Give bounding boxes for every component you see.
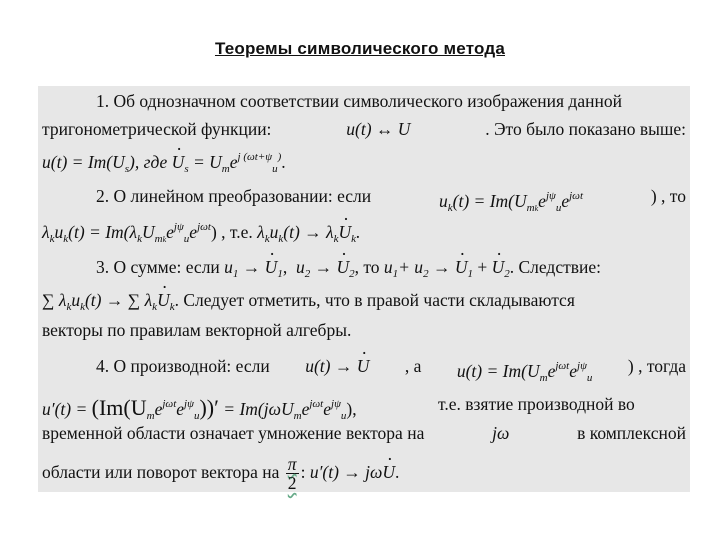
theorem-3-line-3: векторы по правилам векторной алгебры. xyxy=(42,320,352,340)
theorem-4-line-4: области или поворот вектора на $\frac{\pi}{2}$ : u′(t) → jω· U. xyxy=(42,452,399,492)
theorem-3-line-1: 3. О сумме: если $u_1$ → · $U_1$, $u_2$ → · $U_2$, то $u_1+ u_2$ → · $U_1$ + · $U_2$. Следствие: xyxy=(96,256,601,285)
theorem-4-line-2-text: т.е. взятие производной во xyxy=(438,394,635,414)
theorem-1-text: тригонометрической функции: xyxy=(42,119,272,139)
theorem-1-line-2 xyxy=(42,118,686,140)
theorem-4-line-3: временной области означает умножение вектора на jω в комплексной xyxy=(42,423,686,443)
theorem-1-note: . Это было показано выше: xyxy=(485,119,686,139)
theorem-2-line-1: 2. О линейном преобразовании: если $u_k(t) = Im(U_{mk}e^{j\psi}_ue^{j\omega t}$ ) , то xyxy=(96,185,686,220)
theorem-2-formula-1: $u_k(t) = Im(U_{mk}e^{j\psi}_ue^{j\omega t}$ xyxy=(439,190,584,214)
theorem-1-line-1: 1. Об однозначном соответствии символического изображения данной xyxy=(96,91,622,111)
theorem-2-line-2: $\lambda_ku_k(t) = Im(\lambda_kU_{mk}e^{j\psi}_ue^{j\omega t})$ , т.е. $\lambda_ku_k(t) \to \lambda_k\cdot U_k$. xyxy=(42,216,360,251)
page-title: Теоремы символического метода xyxy=(214,39,506,58)
pi-over-2-fraction: $\frac{\pi}{2}$ xyxy=(287,454,297,494)
theorems-panel xyxy=(38,86,690,492)
theorem-1-formula: u(t) ↔ U xyxy=(346,119,411,139)
theorem-4-line-1: 4. О производной: если u(t) → · U , а $u(t) = Im(U_me^{j\omega t}e^{j\psi}_u$ ) , тогда xyxy=(96,355,686,389)
theorem-3-line-2: ∑ $\lambda_ku_k(t)$ → ∑ $\lambda_k\cdot U_k$. Следует отметить, что в правой части складываются xyxy=(42,289,575,318)
theorem-1-line-3: $u(t) = Im(U_s)$, где · $U_s = U_me^{j (\omega t+\psi}_u^)$. xyxy=(42,146,286,180)
theorem-4-line-2: $u'(t) = (Im(U_me^{j\omega t}e^{j\psi}_u))' = Im(j\omega U_me^{j\omega t}e^{j\psi}_u)$, xyxy=(42,395,357,422)
